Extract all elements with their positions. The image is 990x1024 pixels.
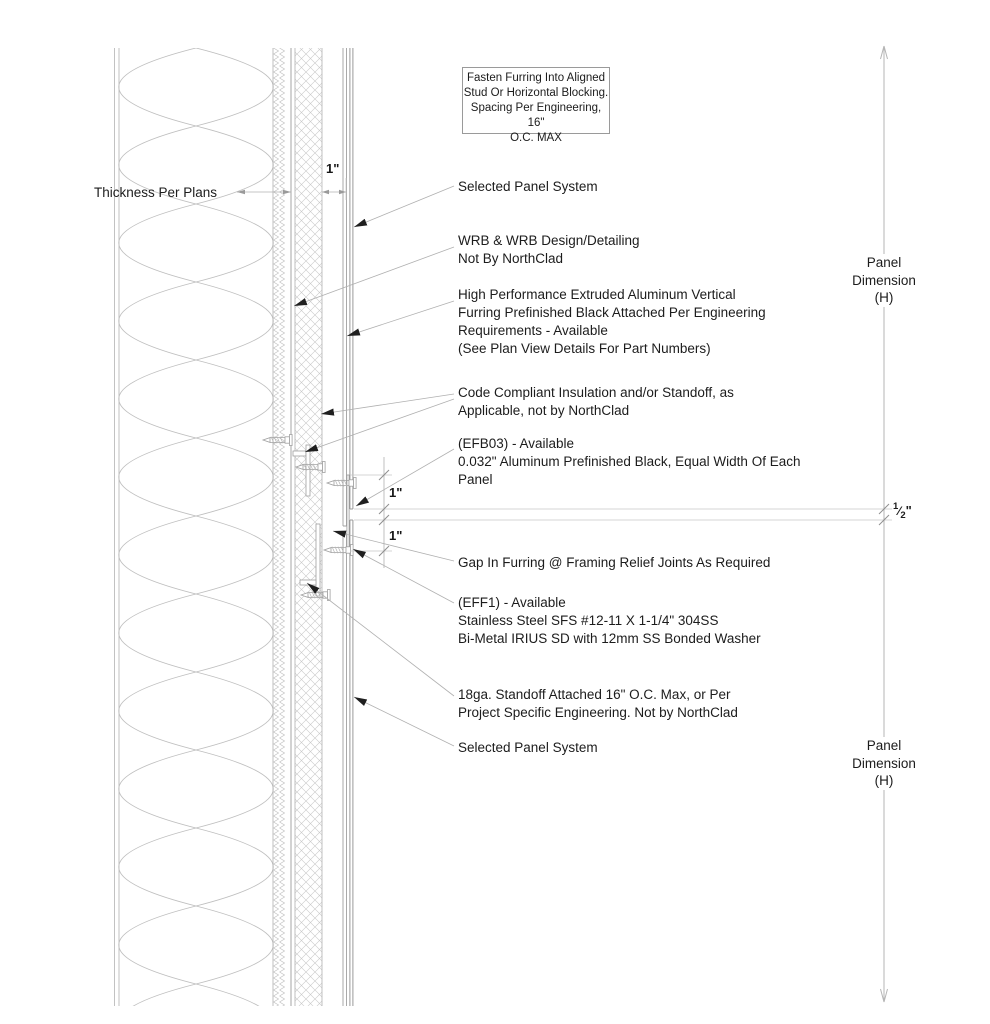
label-standoff: 18ga. Standoff Attached 16" O.C. Max, or Per Project Specific Engineering. Not by NorthClad [458,687,738,720]
dim-panel-joint: $^1⁄_2$" [893,501,912,521]
label-panel-dimension-bottom: Panel Dimension (H) [829,737,939,790]
note-line: Stud Or Horizontal Blocking. [463,87,609,99]
label-efb03: (EFB03) - Available 0.032" Aluminum Prefinished Black, Equal Width Of Each Panel [458,436,801,487]
label-furring: High Performance Extruded Aluminum Vertical Furring Prefinished Black Attached Per Engineering Requirements - Available (See Plan View Details For Part Numbers) [458,287,766,356]
note-line: Spacing Per Engineering, 16" [470,102,602,129]
label-panel-dimension-top: Panel Dimension (H) [829,254,939,307]
label-selected-panel-system-top: Selected Panel System [458,179,598,194]
label-thickness-per-plans: Thickness Per Plans [94,185,218,200]
leader-standoff-upper [305,399,454,452]
label-gap-in-furring: Gap In Furring @ Framing Relief Joints As Required [458,555,771,570]
note-line: Fasten Furring Into Aligned [466,72,606,84]
panel-height-dimension [879,46,889,1002]
air-gap-dimension [322,178,346,200]
leader-furring [347,301,454,336]
label-eff1: (EFF1) - Available Stainless Steel SFS #12-11 X 1-1/4" 304SS Bi-Metal IRIUS SD with 12mm SS Bonded Washer [458,595,761,646]
leader-selected-panel-top [354,186,454,227]
leader-insulation [321,394,454,414]
screw-fastener [327,478,356,489]
note-line: O.C. MAX [510,132,562,144]
leader-selected-panel-bottom [354,697,454,746]
dim-flashing-lap-bottom: 1" [389,528,403,543]
label-wrb: WRB & WRB Design/Detailing Not By NorthClad [458,233,640,266]
leader-standoff-lower [307,583,454,696]
label-selected-panel-system-bottom: Selected Panel System [458,740,598,755]
label-code-compliant: Code Compliant Insulation and/or Standoff, as Applicable, not by NorthClad [458,385,734,418]
leader-efb03 [356,449,454,506]
dim-air-gap: 1" [326,161,340,176]
panel-lines [350,48,353,1006]
dim-flashing-lap-top: 1" [389,485,403,500]
engineering-note-box [462,67,610,144]
